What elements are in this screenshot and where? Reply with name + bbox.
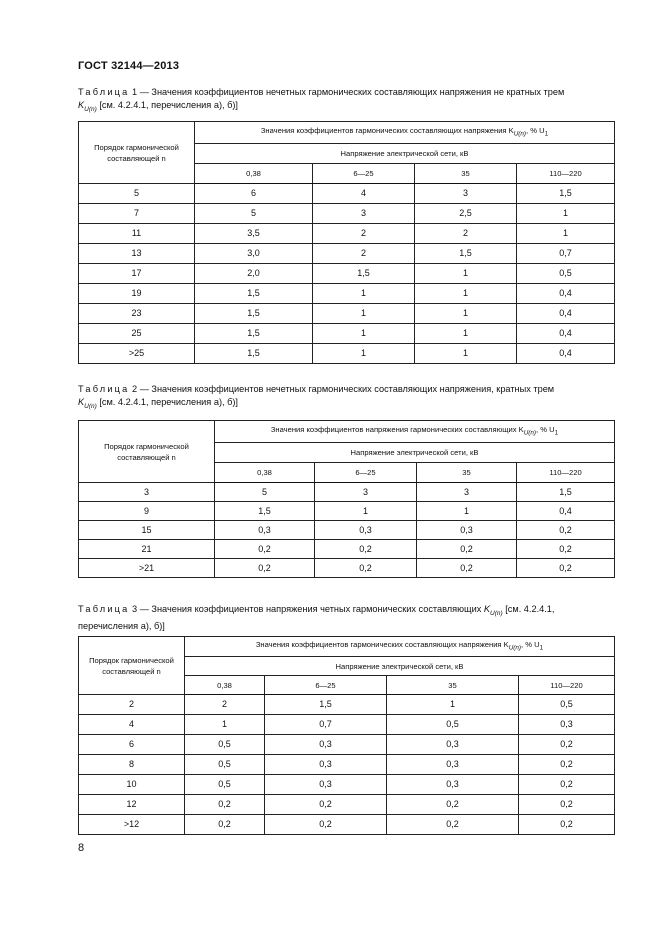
table-row: [79, 284, 615, 304]
coefficient-cell: 1: [313, 324, 415, 344]
coefficient-cell: 0,2: [265, 795, 387, 815]
table-row: [79, 483, 615, 502]
caption-text: — Значения коэффициентов напряжения четных гармонических составляющих: [139, 604, 482, 614]
values-header-cell: [185, 637, 615, 657]
coefficient-cell: 0,2: [519, 815, 615, 835]
values-header: Значения коэффициентов гармонических составляющих напряжения K: [255, 640, 509, 650]
table-row: [79, 795, 615, 815]
coefficient-cell: 2: [185, 695, 265, 715]
coefficient-cell: 3: [315, 483, 417, 502]
table-row: [79, 502, 615, 521]
table-row: [79, 559, 615, 578]
table-2-caption: [78, 383, 614, 413]
values-header-sub: U(n): [508, 644, 522, 652]
harmonic-order-cell: 23: [79, 304, 195, 324]
caption-reference: [см. 4.2.4.1, перечисления а), б)]: [99, 100, 238, 110]
coefficient-cell: 1: [415, 264, 517, 284]
table-row: [79, 184, 615, 204]
coefficient-cell: 5: [215, 483, 315, 502]
harmonic-order-cell: >21: [79, 559, 215, 578]
coefficient-cell: 1: [313, 344, 415, 364]
caption-number: 1: [132, 87, 138, 97]
coefficient-cell: 0,5: [185, 775, 265, 795]
coefficient-cell: 0,4: [517, 284, 615, 304]
caption-text: — Значения коэффициентов нечетных гармонических составляющих напряжения не кратных трем: [139, 87, 565, 97]
coefficient-cell: 1,5: [415, 244, 517, 264]
coefficient-cell: 0,3: [315, 521, 417, 540]
row-header-cell: [79, 421, 215, 483]
voltage-col: 110—220: [517, 463, 615, 483]
table-row: [79, 775, 615, 795]
caption-word: Таблица: [78, 384, 130, 394]
table-row: [79, 735, 615, 755]
coefficient-cell: 0,3: [519, 715, 615, 735]
voltage-col: 0,38: [215, 463, 315, 483]
harmonic-order-cell: 6: [79, 735, 185, 755]
coefficient-cell: 0,2: [519, 775, 615, 795]
coefficient-cell: 0,3: [387, 755, 519, 775]
caption-reference: [см. 4.2.4.1, перечисления а), б)]: [99, 397, 238, 407]
harmonic-order-cell: 21: [79, 540, 215, 559]
voltage-col: 6—25: [315, 463, 417, 483]
voltage-col: 110—220: [517, 164, 615, 184]
coefficient-cell: 0,3: [387, 735, 519, 755]
coefficient-cell: 1,5: [265, 695, 387, 715]
coefficient-cell: 1,5: [195, 344, 313, 364]
harmonic-order-cell: 13: [79, 244, 195, 264]
row-header: Порядок гармонической составляющей n: [89, 655, 174, 676]
table-row: [79, 755, 615, 775]
coefficient-cell: 0,3: [265, 735, 387, 755]
row-header: Порядок гармонической составляющей n: [104, 441, 189, 462]
values-header-sub: U(n): [513, 130, 527, 138]
coefficient-cell: 0,2: [215, 540, 315, 559]
coefficient-cell: 1,5: [195, 304, 313, 324]
values-header-cell: [195, 122, 615, 144]
table-row: [79, 695, 615, 715]
coefficient-cell: 0,7: [265, 715, 387, 735]
coefficient-cell: 0,2: [417, 540, 517, 559]
coefficient-cell: 1: [387, 695, 519, 715]
caption-symbol: K: [483, 604, 491, 614]
coefficient-cell: 2,5: [415, 204, 517, 224]
caption-text: — Значения коэффициентов нечетных гармонических составляющих напряжения, кратных трем: [139, 384, 555, 394]
harmonic-order-cell: 12: [79, 795, 185, 815]
coefficient-cell: 3,5: [195, 224, 313, 244]
coefficient-cell: 1: [315, 502, 417, 521]
coefficient-cell: 0,2: [185, 815, 265, 835]
values-header-sub: U(n): [523, 429, 537, 437]
coefficient-cell: 0,5: [387, 715, 519, 735]
coefficient-cell: 1: [517, 204, 615, 224]
harmonic-order-cell: 25: [79, 324, 195, 344]
coefficient-cell: 4: [313, 184, 415, 204]
coefficient-cell: 3: [415, 184, 517, 204]
table-2: [78, 420, 615, 578]
values-header-tail: , % U: [521, 640, 540, 650]
harmonic-order-cell: 15: [79, 521, 215, 540]
voltage-header: Напряжение электрической сети, кВ: [215, 443, 615, 463]
coefficient-cell: 3: [313, 204, 415, 224]
caption-symbol: K: [78, 397, 85, 407]
table-row: [79, 344, 615, 364]
coefficient-cell: 1,5: [215, 502, 315, 521]
coefficient-cell: 0,2: [517, 521, 615, 540]
caption-reference-2: перечисления а), б)]: [78, 620, 165, 631]
values-header-tail-sub: 1: [544, 130, 549, 138]
harmonic-order-cell: >12: [79, 815, 185, 835]
voltage-col: 6—25: [265, 676, 387, 695]
table-row: [79, 540, 615, 559]
table-row: [79, 244, 615, 264]
coefficient-cell: 2: [313, 244, 415, 264]
coefficient-cell: 6: [195, 184, 313, 204]
voltage-col: 6—25: [313, 164, 415, 184]
coefficient-cell: 1,5: [195, 324, 313, 344]
voltage-col: 0,38: [185, 676, 265, 695]
coefficient-cell: 0,2: [185, 795, 265, 815]
coefficient-cell: 0,7: [517, 244, 615, 264]
page-number: 8: [78, 842, 85, 854]
harmonic-order-cell: 17: [79, 264, 195, 284]
coefficient-cell: 0,2: [519, 755, 615, 775]
coefficient-cell: 0,2: [315, 540, 417, 559]
caption-number: 2: [132, 384, 138, 394]
coefficient-cell: 0,4: [517, 324, 615, 344]
coefficient-cell: 0,2: [215, 559, 315, 578]
values-header-tail: , % U: [526, 126, 545, 136]
coefficient-cell: 0,2: [517, 559, 615, 578]
coefficient-cell: 1: [415, 344, 517, 364]
coefficient-cell: 0,3: [417, 521, 517, 540]
values-header-tail: , % U: [536, 425, 555, 435]
caption-symbol-sub: U(n): [490, 609, 503, 617]
voltage-col: 110—220: [519, 676, 615, 695]
coefficient-cell: 1: [415, 324, 517, 344]
values-header-cell: [215, 421, 615, 443]
values-header-tail-sub: 1: [539, 644, 544, 652]
harmonic-order-cell: 3: [79, 483, 215, 502]
coefficient-cell: 0,2: [315, 559, 417, 578]
coefficient-cell: 2,0: [195, 264, 313, 284]
coefficient-cell: 2: [415, 224, 517, 244]
table-row: [79, 715, 615, 735]
coefficient-cell: 1: [517, 224, 615, 244]
table-row: [79, 264, 615, 284]
harmonic-order-cell: 9: [79, 502, 215, 521]
coefficient-cell: 0,5: [517, 264, 615, 284]
caption-symbol-sub: U(n): [84, 402, 97, 410]
coefficient-cell: 3: [417, 483, 517, 502]
caption-word: Таблица: [78, 87, 130, 97]
document-header: ГОСТ 32144—2013: [78, 60, 180, 72]
coefficient-cell: 1,5: [517, 483, 615, 502]
voltage-col: 0,38: [195, 164, 313, 184]
coefficient-cell: 1,5: [313, 264, 415, 284]
coefficient-cell: 0,2: [417, 559, 517, 578]
coefficient-cell: 0,2: [519, 795, 615, 815]
coefficient-cell: 2: [313, 224, 415, 244]
table-row: [79, 815, 615, 835]
harmonic-order-cell: 5: [79, 184, 195, 204]
values-header: Значения коэффициентов напряжения гармонических составляющих K: [270, 425, 524, 435]
coefficient-cell: 1: [313, 304, 415, 324]
values-header-tail-sub: 1: [554, 429, 559, 437]
caption-number: 3: [132, 604, 138, 614]
values-header: Значения коэффициентов гармонических составляющих напряжения K: [260, 126, 514, 136]
coefficient-cell: 0,3: [265, 755, 387, 775]
table-row: [79, 304, 615, 324]
coefficient-cell: 1: [415, 304, 517, 324]
caption-symbol: K: [78, 100, 85, 110]
coefficient-cell: 0,2: [387, 795, 519, 815]
voltage-col: 35: [415, 164, 517, 184]
voltage-col: 35: [387, 676, 519, 695]
coefficient-cell: 0,3: [387, 775, 519, 795]
row-header: Порядок гармонической составляющей n: [94, 142, 179, 163]
coefficient-cell: 0,5: [519, 695, 615, 715]
harmonic-order-cell: 10: [79, 775, 185, 795]
voltage-header: Напряжение электрической сети, кВ: [185, 657, 615, 676]
voltage-col: 35: [417, 463, 517, 483]
coefficient-cell: 1,5: [195, 284, 313, 304]
coefficient-cell: 0,4: [517, 344, 615, 364]
coefficient-cell: 0,4: [517, 304, 615, 324]
row-header-cell: [79, 122, 195, 184]
table-row: [79, 224, 615, 244]
caption-reference: [см. 4.2.4.1,: [505, 604, 555, 614]
coefficient-cell: 1,5: [517, 184, 615, 204]
coefficient-cell: 0,2: [265, 815, 387, 835]
voltage-header: Напряжение электрической сети, кВ: [195, 144, 615, 164]
table-1-caption: [78, 86, 614, 116]
harmonic-order-cell: 4: [79, 715, 185, 735]
harmonic-order-cell: 8: [79, 755, 185, 775]
coefficient-cell: 1: [415, 284, 517, 304]
coefficient-cell: 0,2: [519, 735, 615, 755]
harmonic-order-cell: >25: [79, 344, 195, 364]
coefficient-cell: 5: [195, 204, 313, 224]
harmonic-order-cell: 7: [79, 204, 195, 224]
harmonic-order-cell: 19: [79, 284, 195, 304]
coefficient-cell: 0,2: [387, 815, 519, 835]
coefficient-cell: 0,2: [517, 540, 615, 559]
harmonic-order-cell: 11: [79, 224, 195, 244]
table-3-caption: [78, 603, 614, 633]
coefficient-cell: 0,5: [185, 755, 265, 775]
table-3: [78, 636, 615, 835]
row-header-cell: [79, 637, 185, 695]
coefficient-cell: 1: [417, 502, 517, 521]
harmonic-order-cell: 2: [79, 695, 185, 715]
coefficient-cell: 1: [185, 715, 265, 735]
coefficient-cell: 0,3: [215, 521, 315, 540]
table-row: [79, 204, 615, 224]
table-1: [78, 121, 615, 364]
coefficient-cell: 0,4: [517, 502, 615, 521]
table-row: [79, 324, 615, 344]
coefficient-cell: 0,3: [265, 775, 387, 795]
coefficient-cell: 1: [313, 284, 415, 304]
coefficient-cell: 3,0: [195, 244, 313, 264]
caption-word: Таблица: [78, 604, 130, 614]
caption-symbol-sub: U(n): [84, 105, 97, 113]
coefficient-cell: 0,5: [185, 735, 265, 755]
table-row: [79, 521, 615, 540]
